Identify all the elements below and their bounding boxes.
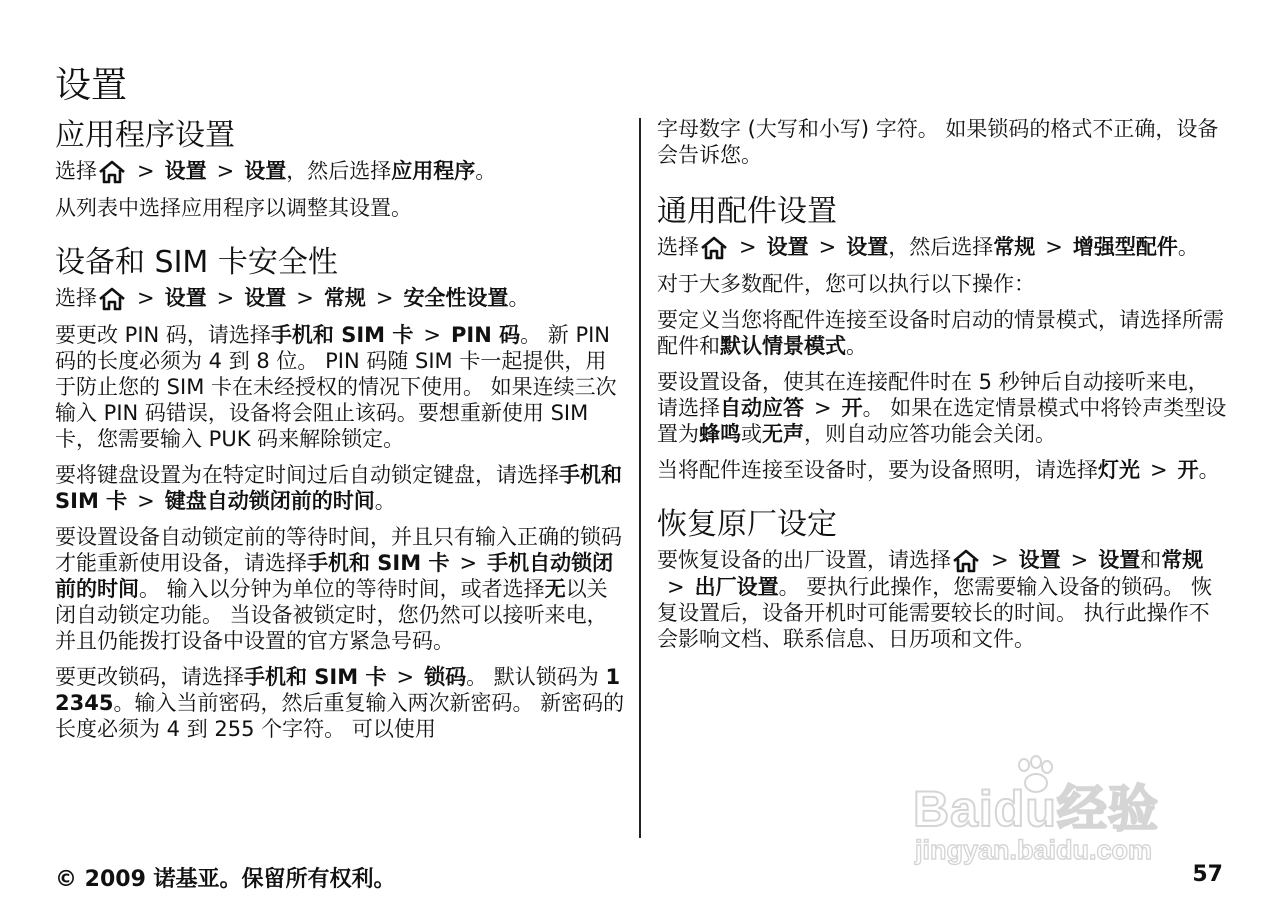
text: ，然后选择 bbox=[286, 159, 392, 183]
column-divider bbox=[639, 118, 641, 838]
paragraph bbox=[657, 234, 1229, 261]
text: 。输入当前密码，然后重复输入两次新密码。 新密码的长度必须为 4 到 255 个字符。 可以使用 bbox=[55, 691, 625, 741]
path-separator: > bbox=[137, 286, 155, 310]
path-item: 设置 bbox=[244, 159, 287, 183]
footer-copyright: © 2009 诺基亚。保留所有权利。 bbox=[55, 867, 396, 892]
text: 选择 bbox=[55, 286, 97, 310]
text: 。 要执行此操作，您需要输入设备的锁码。 恢复设置后，设备开机时可能需要较长的时间。 执行此操作不会影响文档、联系信息、日历项和文件。 bbox=[657, 575, 1212, 651]
text: 。 默认锁码为 bbox=[466, 665, 606, 689]
path-item: 应用程序 bbox=[391, 159, 476, 183]
paragraph bbox=[55, 664, 627, 742]
path-item: 常规 bbox=[323, 286, 366, 310]
path-separator: > bbox=[396, 665, 415, 689]
right-column bbox=[657, 116, 1229, 662]
watermark-url-text: jingyan.baidu.com bbox=[915, 835, 1153, 865]
section-heading-factory-reset: 恢复原厂设定 bbox=[657, 507, 837, 542]
home-icon bbox=[97, 286, 127, 312]
path-separator: > bbox=[216, 159, 235, 183]
text: 选择 bbox=[657, 235, 699, 259]
text: ，则自动应答功能会关闭。 bbox=[804, 422, 1056, 446]
path-item: 出厂设置 bbox=[694, 575, 779, 599]
path-separator: > bbox=[667, 575, 685, 599]
path-separator: > bbox=[1045, 235, 1063, 259]
path-item: 手机和 SIM 卡 bbox=[244, 665, 387, 689]
text: 。 bbox=[846, 334, 867, 358]
path-item: 手机和 SIM 卡 bbox=[55, 463, 622, 513]
path-separator: > bbox=[375, 286, 394, 310]
text: 要定义当您将配件连接至设备时启动的情景模式，请选择所需配件和 bbox=[657, 308, 1224, 358]
paragraph: 对于大多数配件，您可以执行以下操作： bbox=[657, 272, 1035, 296]
path-item: 锁码 bbox=[424, 665, 467, 689]
paragraph bbox=[55, 524, 627, 654]
text: 当将配件连接至设备时，要为设备照明，请选择 bbox=[657, 458, 1098, 482]
path-separator: > bbox=[459, 551, 478, 575]
path-item: 灯光 bbox=[1098, 458, 1140, 482]
path-item: 常规 bbox=[993, 235, 1036, 259]
text: 以关闭自动锁定功能。 当设备被锁定时，您仍然可以接听来电，并且仍能拨打设备中设置的官方紧急号码。 bbox=[55, 577, 608, 653]
path-item: 常规 bbox=[1161, 548, 1204, 572]
text: 。 bbox=[374, 489, 396, 513]
text: 。 如果在选定情景模式中将铃声类型设置为 bbox=[657, 396, 1227, 446]
path-item: 开 bbox=[841, 396, 863, 420]
path-separator: > bbox=[818, 235, 837, 259]
path-separator: > bbox=[296, 286, 314, 310]
text: 。 输入以分钟为单位的等待时间，或者选择 bbox=[139, 577, 545, 601]
page-number: 57 bbox=[1192, 862, 1223, 887]
left-column bbox=[55, 116, 627, 752]
path-item: 设置 bbox=[164, 286, 207, 310]
path-item: 手机和 SIM 卡 bbox=[270, 323, 414, 347]
home-icon bbox=[951, 548, 981, 574]
paragraph bbox=[55, 322, 627, 452]
path-item: 安全性设置 bbox=[403, 286, 509, 310]
path-separator: > bbox=[814, 396, 832, 420]
path-separator: > bbox=[739, 235, 757, 259]
path-item: 设置 bbox=[164, 159, 207, 183]
path-separator: > bbox=[1070, 548, 1089, 572]
text: 选择 bbox=[55, 159, 97, 183]
path-item: 蜂鸣 bbox=[699, 422, 741, 446]
home-icon bbox=[97, 159, 127, 185]
text: 。 新 PIN 码的长度必须为 4 到 8 位。 PIN 码随 SIM 卡一起提供，用于防止您的 SIM 卡在未经授权的情况下使用。 如果连续三次输入 PIN 码错误，设备将会阻止该码。要想重新使用 SIM 卡，您需要输入 PUK 码来解除锁定。 bbox=[55, 323, 617, 451]
path-item: 设置 bbox=[244, 286, 287, 310]
paragraph bbox=[657, 547, 1229, 652]
text: 。 bbox=[475, 159, 497, 183]
path-separator: > bbox=[1150, 458, 1168, 482]
path-item: 无声 bbox=[762, 422, 804, 446]
path-separator: > bbox=[137, 159, 155, 183]
path-item: 设置 bbox=[1098, 548, 1141, 572]
path-item: 自动应答 bbox=[720, 396, 804, 420]
path-item: 设置 bbox=[766, 235, 809, 259]
text: 。 bbox=[1177, 235, 1199, 259]
text: 。 bbox=[1198, 458, 1220, 482]
path-item: 设置 bbox=[846, 235, 889, 259]
text: ，然后选择 bbox=[888, 235, 994, 259]
text: 要设置设备自动锁定前的等待时间，并且只有输入正确的锁码才能重新使用设备，请选择 bbox=[55, 525, 622, 575]
home-icon bbox=[699, 235, 729, 261]
text: 和 bbox=[1140, 548, 1162, 572]
text: 。 bbox=[508, 286, 530, 310]
paragraph bbox=[657, 457, 1229, 483]
paragraph bbox=[657, 369, 1229, 447]
path-item: 键盘自动锁闭前的时间 bbox=[164, 489, 375, 513]
text: 要设置设备，使其在连接配件时在 5 秒钟后自动接听来电，请选择 bbox=[657, 370, 1209, 420]
path-item: 手机和 SIM 卡 bbox=[307, 551, 450, 575]
section-heading-accessory-settings: 通用配件设置 bbox=[657, 194, 837, 229]
paragraph: 字母数字 (大写和小写) 字符。 如果锁码的格式不正确，设备会告诉您。 bbox=[657, 117, 1219, 167]
paragraph bbox=[55, 285, 627, 312]
paragraph bbox=[55, 462, 627, 514]
path-item: 手机自动锁闭前的时间 bbox=[55, 551, 614, 601]
path-separator: > bbox=[216, 286, 235, 310]
path-separator: > bbox=[991, 548, 1009, 572]
path-item: 增强型配件 bbox=[1072, 235, 1178, 259]
page-title: 设置 bbox=[55, 65, 128, 106]
path-separator: > bbox=[137, 489, 155, 513]
path-item: 默认情景模式 bbox=[720, 334, 846, 358]
text: 要将键盘设置为在特定时间过后自动锁定键盘，请选择 bbox=[55, 463, 559, 487]
path-separator: > bbox=[423, 323, 441, 347]
paragraph: 从列表中选择应用程序以调整其设置。 bbox=[55, 196, 412, 220]
path-item: PIN 码 bbox=[451, 323, 521, 347]
paragraph bbox=[55, 158, 627, 185]
section-heading-sim-security: 设备和 SIM 卡安全性 bbox=[55, 245, 338, 280]
text: 要恢复设备的出厂设置，请选择 bbox=[657, 548, 951, 572]
path-item: 设置 bbox=[1018, 548, 1061, 572]
text: 要更改锁码，请选择 bbox=[55, 665, 244, 689]
path-item: 无 bbox=[544, 577, 566, 601]
watermark-main-text: Baidu经验 bbox=[913, 781, 1159, 837]
value: 12345 bbox=[55, 665, 621, 715]
section-heading-app-settings: 应用程序设置 bbox=[55, 118, 235, 153]
text: 要更改 PIN 码，请选择 bbox=[55, 323, 271, 347]
paragraph bbox=[657, 307, 1229, 359]
text: 或 bbox=[741, 422, 762, 446]
path-item: 开 bbox=[1177, 458, 1199, 482]
baidu-watermark bbox=[905, 755, 1205, 875]
